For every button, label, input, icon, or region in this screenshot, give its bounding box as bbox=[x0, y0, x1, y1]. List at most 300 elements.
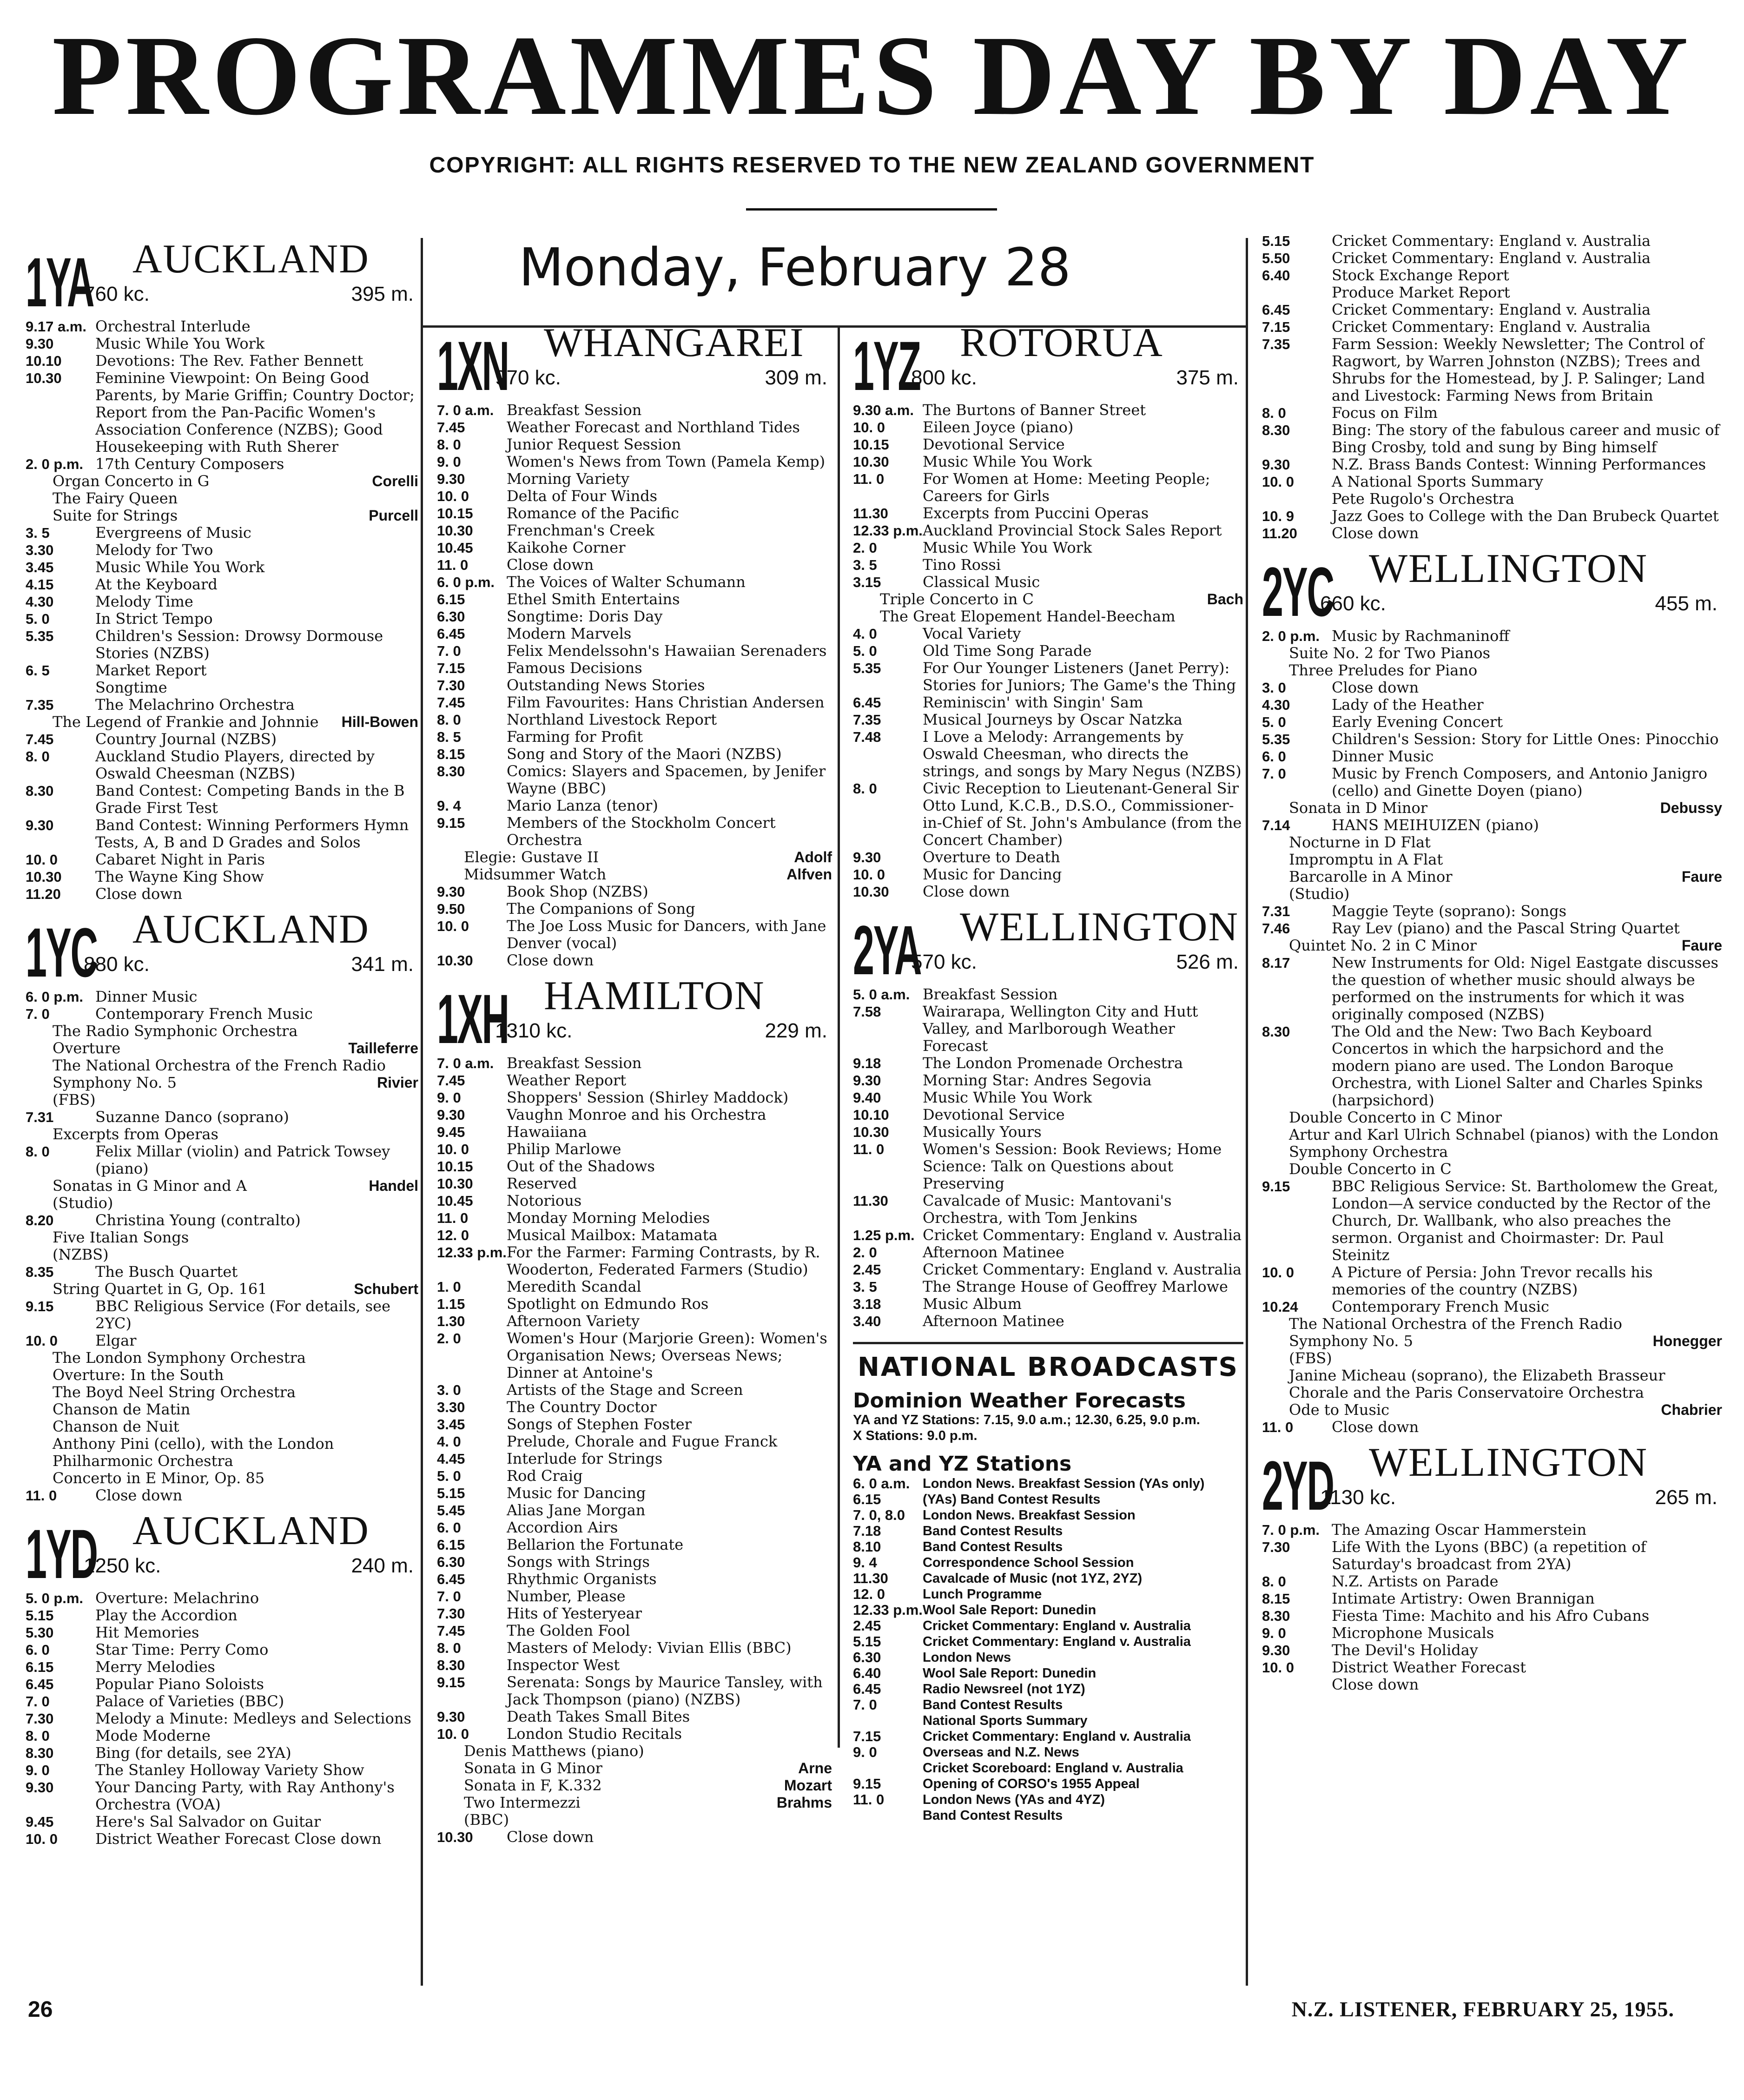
programme-row bbox=[26, 1109, 418, 1126]
programme-time: 10. 0 bbox=[1262, 1659, 1294, 1676]
programme-title: Civic Reception to Lieutenant-General Sir Otto Lund, K.C.B., D.S.O., Commissioner-in-Chief of St. John's Ambulance (from the Concert Chamber) bbox=[923, 779, 1242, 849]
programme-title: Close down bbox=[923, 883, 1010, 900]
programme-title: Wool Sale Report: Dunedin bbox=[923, 1602, 1097, 1618]
programme-title: Old Time Song Parade bbox=[923, 642, 1092, 660]
programme-row bbox=[26, 1693, 418, 1710]
programme-title: Bing: The story of the fabulous career and music of Bing Crosby, told and sung by Bing himself bbox=[1332, 421, 1720, 456]
programme-time: 9. 4 bbox=[853, 1554, 877, 1571]
programme-row bbox=[437, 1175, 832, 1192]
programme-time: 9.17 a.m. bbox=[26, 318, 86, 335]
programme-time: 8.30 bbox=[26, 1745, 54, 1761]
programme-title: Feminine Viewpoint: On Being Good Parents, by Marie Griffin; Country Doctor; Report from the Pan-Pacific Women's Association Conference (NZBS); Good Housekeeping with Ruth Sherer bbox=[95, 369, 415, 456]
programme-time: 7.35 bbox=[26, 697, 54, 713]
programme-title: Cricket Commentary: England v. Australia bbox=[1332, 232, 1651, 250]
detail-text: Chanson de Matin bbox=[53, 1400, 191, 1418]
programme-row bbox=[26, 885, 418, 903]
programme-title: Kaikohe Corner bbox=[507, 539, 626, 556]
programme-time: 9. 0 bbox=[26, 1762, 50, 1778]
column-3 bbox=[853, 316, 1243, 1823]
publication-line: N.Z. LISTENER, FEBRUARY 25, 1955. bbox=[1291, 1997, 1674, 2021]
programme-title: Wool Sale Report: Dunedin bbox=[923, 1665, 1097, 1681]
programme-time: 4.30 bbox=[1262, 697, 1290, 713]
schedule-2ya bbox=[853, 986, 1243, 1330]
programme-title: Farm Session: Weekly Newsletter; The Control of Ragwort, by Warren Johnston (NZBS); Trees and Shrubs for the Homestead, by J. P. Salinger; Land and Livestock: Farming News from Britain bbox=[1332, 335, 1705, 404]
programme-row bbox=[1262, 1539, 1722, 1573]
programme-time: 8. 0 bbox=[26, 1728, 50, 1744]
programme-row bbox=[1262, 954, 1722, 1023]
programme-time: 5. 0 p.m. bbox=[26, 1590, 84, 1606]
programme-time bbox=[1262, 490, 1332, 508]
programme-time: 8. 0 bbox=[437, 712, 461, 728]
programme-time: 11. 0 bbox=[437, 557, 469, 573]
programme-time: 10.30 bbox=[437, 522, 473, 539]
programme-title: Contemporary French Music bbox=[1332, 1298, 1549, 1315]
programme-time: 7.45 bbox=[26, 731, 54, 747]
programme-time: 12.33 p.m. bbox=[853, 522, 923, 539]
programme-row bbox=[26, 1624, 418, 1641]
programme-row bbox=[437, 677, 832, 694]
programme-title: Radio Newsreel (not 1YZ) bbox=[923, 1681, 1085, 1697]
programme-title: Auckland Studio Players, directed by Oswald Cheesman (NZBS) bbox=[95, 747, 375, 782]
programme-time: 9.30 bbox=[26, 1779, 54, 1796]
programme-title: Dinner Music bbox=[1332, 747, 1434, 765]
programme-row bbox=[1262, 1264, 1722, 1298]
detail-text: Midsummer Watch bbox=[464, 865, 607, 883]
programme-title: Serenata: Songs by Maurice Tansley, with Jack Thompson (piano) (NZBS) bbox=[507, 1673, 823, 1708]
programme-title: BBC Religious Service: St. Bartholomew the Great, London—A service conducted by the Rector of the Church, Dr. Wallbank, who also preaches the sermon. Organist and Choirmaster: Dr. Paul Steinitz bbox=[1332, 1177, 1718, 1264]
programme-row bbox=[1262, 920, 1722, 937]
programme-detail bbox=[1262, 1161, 1722, 1178]
programme-time: 9.50 bbox=[437, 901, 465, 917]
programme-time: 7.14 bbox=[1262, 817, 1290, 833]
programme-time: 8.30 bbox=[1262, 1024, 1290, 1040]
programme-row bbox=[853, 711, 1243, 728]
programme-title: A National Sports Summary bbox=[1332, 473, 1543, 490]
programme-row bbox=[1262, 713, 1722, 731]
station-call-sign: 1YD bbox=[26, 1515, 97, 1593]
programme-time: 10.24 bbox=[1262, 1299, 1298, 1315]
programme-title: Cricket Commentary: England v. Australia bbox=[923, 1226, 1242, 1244]
detail-text: Ode to Music bbox=[1289, 1401, 1390, 1419]
programme-time: 8. 0 bbox=[853, 780, 877, 797]
composer: Chabrier bbox=[1661, 1401, 1722, 1418]
programme-time: 5. 0 a.m. bbox=[853, 986, 910, 1003]
programme-row bbox=[437, 556, 832, 574]
programme-title: The Strange House of Geoffrey Marlowe bbox=[923, 1278, 1228, 1295]
day-heading: Monday, February 28 bbox=[519, 238, 1071, 298]
column-4 bbox=[1262, 232, 1722, 1693]
programme-title: Band Contest Results bbox=[923, 1539, 1063, 1554]
programme-title: District Weather Forecast Close down bbox=[95, 1830, 382, 1848]
programme-time: 10.30 bbox=[26, 370, 62, 386]
programme-title: Your Dancing Party, with Ray Anthony's Orchestra (VOA) bbox=[95, 1778, 395, 1813]
programme-row bbox=[1262, 1659, 1722, 1676]
programme-title: The Melachrino Orchestra bbox=[95, 696, 295, 713]
programme-time: 3. 0 bbox=[437, 1382, 461, 1398]
programme-title: Focus on Film bbox=[1332, 404, 1438, 422]
composer: Purcell bbox=[369, 507, 418, 524]
programme-time: 10.15 bbox=[853, 436, 889, 453]
programme-row bbox=[853, 470, 1243, 505]
programme-row bbox=[437, 952, 832, 969]
programme-time: 9.15 bbox=[1262, 1178, 1290, 1195]
programme-title: Music While You Work bbox=[923, 453, 1092, 470]
programme-row bbox=[26, 782, 418, 817]
programme-row bbox=[437, 694, 832, 711]
programme-time: 5. 0 bbox=[1262, 714, 1286, 730]
programme-title: Excerpts from Puccini Operas bbox=[923, 504, 1149, 522]
detail-text: Impromptu in A Flat bbox=[1289, 851, 1443, 868]
programme-row bbox=[1262, 250, 1722, 267]
programme-row bbox=[853, 1141, 1243, 1192]
programme-row bbox=[853, 1697, 1243, 1713]
divider bbox=[746, 208, 997, 211]
programme-detail bbox=[1262, 1367, 1722, 1401]
programme-title: Maggie Teyte (soprano): Songs bbox=[1332, 902, 1567, 920]
programme-row bbox=[437, 660, 832, 677]
programme-row bbox=[1262, 267, 1722, 284]
programme-title: London News. Breakfast Session bbox=[923, 1507, 1136, 1523]
programme-detail bbox=[437, 866, 832, 883]
programme-time: 1.15 bbox=[437, 1296, 465, 1312]
programme-time: 6.45 bbox=[853, 694, 881, 711]
programme-row bbox=[26, 1332, 418, 1349]
programme-time: 6. 0 a.m. bbox=[853, 1475, 910, 1492]
programme-row bbox=[437, 1467, 832, 1485]
programme-time: 5.15 bbox=[437, 1485, 465, 1501]
programme-title: Out of the Shadows bbox=[507, 1157, 655, 1175]
programme-row bbox=[1262, 1419, 1722, 1436]
programme-detail bbox=[26, 1349, 418, 1367]
programme-time: 3.18 bbox=[853, 1296, 881, 1312]
programme-title: Junior Request Session bbox=[507, 436, 681, 453]
programme-title: For the Farmer: Farming Contrasts, by R. Wooderton, Federated Farmers (Studio) bbox=[507, 1243, 820, 1278]
programme-time: 2. 0 p.m. bbox=[1262, 628, 1320, 644]
programme-row bbox=[853, 1681, 1243, 1697]
programme-time: 7.15 bbox=[853, 1728, 881, 1744]
programme-time: 10. 0 bbox=[853, 866, 885, 883]
station-block-1yd bbox=[26, 1508, 418, 1593]
programme-row bbox=[26, 610, 418, 627]
programme-row bbox=[26, 679, 418, 696]
station-block-2ya bbox=[853, 905, 1243, 989]
schedule-1xh bbox=[437, 1055, 832, 1846]
composer: Adolf bbox=[794, 849, 832, 865]
programme-time: 10. 0 bbox=[1262, 474, 1294, 490]
programme-row bbox=[437, 1295, 832, 1313]
programme-row bbox=[437, 505, 832, 522]
programme-row bbox=[1262, 1590, 1722, 1607]
programme-title: Hits of Yesteryear bbox=[507, 1605, 642, 1622]
detail-text: Overture bbox=[53, 1039, 121, 1057]
programme-row bbox=[26, 335, 418, 352]
programme-row bbox=[437, 1158, 832, 1175]
programme-time: 2. 0 bbox=[437, 1330, 461, 1347]
programme-detail bbox=[26, 1246, 418, 1263]
programme-time: 7.30 bbox=[1262, 1539, 1290, 1555]
programme-title: Reserved bbox=[507, 1175, 577, 1192]
programme-detail bbox=[26, 713, 418, 731]
programme-row bbox=[26, 559, 418, 576]
programme-time: 5. 0 bbox=[26, 611, 50, 627]
programme-detail bbox=[26, 1229, 418, 1246]
programme-detail bbox=[853, 591, 1243, 608]
programme-title: At the Keyboard bbox=[95, 575, 218, 593]
programme-title: The Voices of Walter Schumann bbox=[507, 573, 746, 591]
programme-time: 7. 0 bbox=[437, 643, 461, 659]
programme-title: Music for Dancing bbox=[923, 865, 1062, 883]
detail-text: The Legend of Frankie and Johnnie bbox=[53, 713, 319, 731]
programme-row bbox=[853, 453, 1243, 470]
programme-title: Band Contest Results bbox=[923, 1697, 1063, 1712]
composer: Brahms bbox=[776, 1794, 832, 1811]
programme-row bbox=[853, 1313, 1243, 1330]
detail-text: Quintet No. 2 in C Minor bbox=[1289, 937, 1477, 954]
programme-row bbox=[26, 593, 418, 610]
programme-detail bbox=[1262, 885, 1722, 903]
station-call-sign: 1YC bbox=[26, 913, 97, 991]
programme-title: Music While You Work bbox=[923, 1089, 1092, 1106]
programme-row bbox=[437, 608, 832, 625]
national-broadcasts bbox=[853, 1354, 1243, 1823]
programme-time: 11. 0 bbox=[853, 471, 885, 487]
programme-row bbox=[437, 1519, 832, 1536]
programme-row bbox=[853, 574, 1243, 591]
programme-title: Elgar bbox=[95, 1332, 137, 1349]
programme-title: Farming for Profit bbox=[507, 728, 643, 746]
station-city: AUCKLAND bbox=[132, 237, 370, 282]
programme-time: 5.30 bbox=[26, 1625, 54, 1641]
programme-title: Close down bbox=[507, 951, 594, 969]
programme-time: 9.30 bbox=[1262, 1642, 1290, 1658]
programme-time: 10. 0 bbox=[437, 1726, 469, 1742]
programme-row bbox=[437, 436, 832, 453]
programme-row bbox=[853, 1523, 1243, 1539]
programme-time: 9. 0 bbox=[437, 1090, 461, 1106]
programme-detail bbox=[26, 1435, 418, 1470]
programme-time: 8.20 bbox=[26, 1212, 54, 1228]
programme-title: N.Z. Artists on Parade bbox=[1332, 1572, 1499, 1590]
national-heading: NATIONAL BROADCASTS bbox=[858, 1352, 1239, 1382]
programme-time: 10.10 bbox=[853, 1107, 889, 1123]
detail-text: Sonatas in G Minor and A bbox=[53, 1177, 247, 1195]
composer: Schubert bbox=[354, 1281, 418, 1297]
programme-row bbox=[853, 1295, 1243, 1313]
detail-text: The Great Elopement Handel-Beecham bbox=[880, 608, 1176, 625]
programme-detail bbox=[1262, 868, 1722, 885]
programme-title: Children's Session: Drowsy Dormouse Stories (NZBS) bbox=[95, 627, 383, 662]
programme-time: 6. 0 bbox=[26, 1642, 50, 1658]
programme-row bbox=[853, 1618, 1243, 1634]
programme-detail bbox=[26, 1023, 418, 1040]
detail-text: The Fairy Queen bbox=[53, 489, 178, 507]
programme-row bbox=[26, 748, 418, 782]
programme-row bbox=[437, 1313, 832, 1330]
programme-title: Afternoon Matinee bbox=[923, 1312, 1064, 1330]
programme-title: District Weather Forecast bbox=[1332, 1658, 1526, 1676]
programme-title: Rhythmic Organists bbox=[507, 1570, 657, 1588]
programme-time: 5.35 bbox=[853, 660, 881, 676]
schedule-2yd bbox=[1262, 1521, 1722, 1693]
programme-title: Opening of CORSO's 1955 Appeal bbox=[923, 1776, 1140, 1791]
programme-title: Breakfast Session bbox=[507, 1054, 642, 1072]
programme-row bbox=[853, 1476, 1243, 1492]
station-block-1yc bbox=[26, 907, 418, 991]
programme-detail bbox=[1262, 1126, 1722, 1161]
programme-row bbox=[1262, 1607, 1722, 1625]
programme-title: Prelude, Chorale and Fugue Franck bbox=[507, 1433, 778, 1450]
programme-time: 7. 0 a.m. bbox=[437, 402, 494, 418]
programme-title: Music by Rachmaninoff bbox=[1332, 627, 1510, 645]
programme-detail bbox=[26, 490, 418, 507]
schedule-national bbox=[853, 1476, 1243, 1823]
programme-title: Overture: Melachrino bbox=[95, 1589, 259, 1607]
station-call-sign: 1XH bbox=[437, 980, 509, 1058]
programme-time: 8.30 bbox=[1262, 1608, 1290, 1624]
station-wavelength: 375 m. bbox=[1176, 366, 1239, 389]
programme-time: 7.15 bbox=[437, 660, 465, 676]
programme-row bbox=[26, 1710, 418, 1727]
programme-time: 10.45 bbox=[437, 1193, 473, 1209]
detail-text: Sonata in D Minor bbox=[1289, 799, 1427, 817]
programme-title: The Country Doctor bbox=[507, 1398, 657, 1416]
programme-row bbox=[853, 539, 1243, 556]
programme-time: 9.30 bbox=[1262, 456, 1290, 473]
programme-time: 7.31 bbox=[26, 1109, 54, 1125]
programme-title: HANS MEIHUIZEN (piano) bbox=[1332, 816, 1539, 834]
programme-time: 9.45 bbox=[437, 1124, 465, 1140]
detail-text: Five Italian Songs bbox=[53, 1228, 189, 1246]
programme-row bbox=[853, 1586, 1243, 1602]
programme-title: Musically Yours bbox=[923, 1123, 1042, 1141]
programme-row bbox=[437, 1829, 832, 1846]
programme-detail bbox=[26, 1091, 418, 1109]
programme-time: 7. 0 a.m. bbox=[437, 1055, 494, 1071]
programme-time: 12.33 p.m. bbox=[437, 1244, 507, 1261]
programme-time: 10. 0 bbox=[1262, 1264, 1294, 1281]
programme-title: Music for Dancing bbox=[507, 1484, 646, 1502]
programme-row bbox=[437, 591, 832, 608]
programme-time: 8.10 bbox=[853, 1538, 881, 1555]
programme-row bbox=[437, 797, 832, 814]
programme-time: 7.18 bbox=[853, 1522, 881, 1539]
schedule-col4-continued bbox=[1262, 232, 1722, 542]
programme-row bbox=[26, 696, 418, 713]
detail-text: Double Concerto in C Minor bbox=[1289, 1109, 1502, 1126]
programme-row bbox=[437, 539, 832, 556]
programme-time: 11. 0 bbox=[26, 1487, 57, 1504]
programme-row bbox=[1262, 490, 1722, 508]
programme-title: Palace of Varieties (BBC) bbox=[95, 1692, 284, 1710]
station-block-2yd bbox=[1262, 1440, 1722, 1525]
detail-text: Barcarolle in A Minor bbox=[1289, 868, 1453, 885]
programme-time: 7. 0 p.m. bbox=[1262, 1522, 1320, 1538]
programme-time: 7. 0 bbox=[1262, 766, 1286, 782]
programme-row bbox=[1262, 284, 1722, 301]
weather-line: YA and YZ Stations: 7.15, 9.0 a.m.; 12.30, 6.25, 9.0 p.m. bbox=[853, 1413, 1200, 1428]
station-city: WELLINGTON bbox=[960, 905, 1239, 950]
programme-time: 7.30 bbox=[437, 677, 465, 693]
programme-time: 11.30 bbox=[853, 505, 888, 522]
programme-title: BBC Religious Service (For details, see 2YC) bbox=[95, 1297, 391, 1332]
programme-title: Popular Piano Soloists bbox=[95, 1675, 264, 1693]
programme-time: 7.45 bbox=[437, 1072, 465, 1089]
programme-time: 2. 0 bbox=[853, 540, 877, 556]
programme-title: Overture to Death bbox=[923, 848, 1060, 866]
programme-time: 9.15 bbox=[853, 1775, 881, 1792]
programme-row bbox=[853, 1808, 1243, 1823]
programme-row bbox=[437, 1553, 832, 1571]
programme-time: 12. 0 bbox=[437, 1227, 469, 1243]
schedule-1yc bbox=[26, 988, 418, 1504]
programme-row bbox=[437, 642, 832, 660]
programme-title: Breakfast Session bbox=[923, 985, 1058, 1003]
programme-title: Morning Variety bbox=[507, 470, 630, 488]
programme-row bbox=[437, 488, 832, 505]
detail-text: String Quartet in G, Op. 161 bbox=[53, 1280, 267, 1298]
programme-time: 4.45 bbox=[437, 1451, 465, 1467]
programme-row bbox=[26, 576, 418, 593]
page-number: 26 bbox=[28, 1997, 53, 2022]
programme-time: 11. 0 bbox=[853, 1791, 885, 1808]
programme-time: 9.15 bbox=[26, 1298, 54, 1314]
programme-time: 3. 0 bbox=[1262, 680, 1286, 696]
programme-time: 10. 9 bbox=[1262, 508, 1294, 524]
detail-text: The Boyd Neel String Orchestra bbox=[53, 1383, 296, 1401]
programme-row bbox=[26, 1779, 418, 1813]
detail-text: Chanson de Nuit bbox=[53, 1418, 179, 1435]
programme-row bbox=[853, 625, 1243, 642]
programme-detail bbox=[26, 1418, 418, 1435]
programme-detail bbox=[26, 507, 418, 524]
station-block-1ya bbox=[26, 237, 418, 321]
programme-title: Weather Forecast and Northland Tides bbox=[507, 418, 800, 436]
programme-time: 2.45 bbox=[853, 1261, 881, 1278]
programme-time: 9. 0 bbox=[1262, 1625, 1286, 1641]
programme-title: Cricket Commentary: England v. Australia bbox=[923, 1618, 1191, 1633]
programme-time: 7.30 bbox=[437, 1605, 465, 1622]
detail-text: Anthony Pini (cello), with the London Philharmonic Orchestra bbox=[53, 1435, 334, 1470]
programme-time: 1.30 bbox=[437, 1313, 465, 1329]
programme-row bbox=[853, 556, 1243, 574]
programme-title: Star Time: Perry Como bbox=[95, 1641, 269, 1658]
programme-title: For Our Younger Listeners (Janet Perry): Stories for Juniors; The Game's the Thing bbox=[923, 659, 1236, 694]
programme-time: 11.30 bbox=[853, 1193, 888, 1209]
programme-title: National Sports Summary bbox=[923, 1713, 1088, 1728]
programme-title: Pete Rugolo's Orchestra bbox=[1332, 490, 1514, 508]
programme-row bbox=[1262, 1676, 1722, 1693]
programme-row bbox=[437, 1072, 832, 1089]
programme-row bbox=[853, 1278, 1243, 1295]
programme-title: Intimate Artistry: Owen Brannigan bbox=[1332, 1590, 1595, 1607]
programme-row bbox=[437, 1657, 832, 1674]
programme-time: 6.45 bbox=[437, 1571, 465, 1587]
programme-time: 8.17 bbox=[1262, 955, 1290, 971]
programme-time: 10. 0 bbox=[26, 1333, 58, 1349]
detail-text: Denis Matthews (piano) bbox=[464, 1742, 644, 1760]
programme-row bbox=[1262, 765, 1722, 799]
detail-text: Triple Concerto in C bbox=[880, 590, 1034, 608]
programme-detail bbox=[26, 1384, 418, 1401]
schedule-1yz bbox=[853, 402, 1243, 900]
programme-title: Film Favourites: Hans Christian Andersen bbox=[507, 693, 825, 711]
programme-title: Women's Hour (Marjorie Green): Women's Organisation News; Overseas News; Dinner at Antoine's bbox=[507, 1329, 827, 1381]
programme-time bbox=[853, 1713, 923, 1729]
detail-text: Suite for Strings bbox=[53, 507, 178, 524]
programme-row bbox=[853, 1123, 1243, 1141]
programme-time: 7. 0 bbox=[853, 1696, 877, 1713]
programme-row bbox=[853, 1089, 1243, 1106]
